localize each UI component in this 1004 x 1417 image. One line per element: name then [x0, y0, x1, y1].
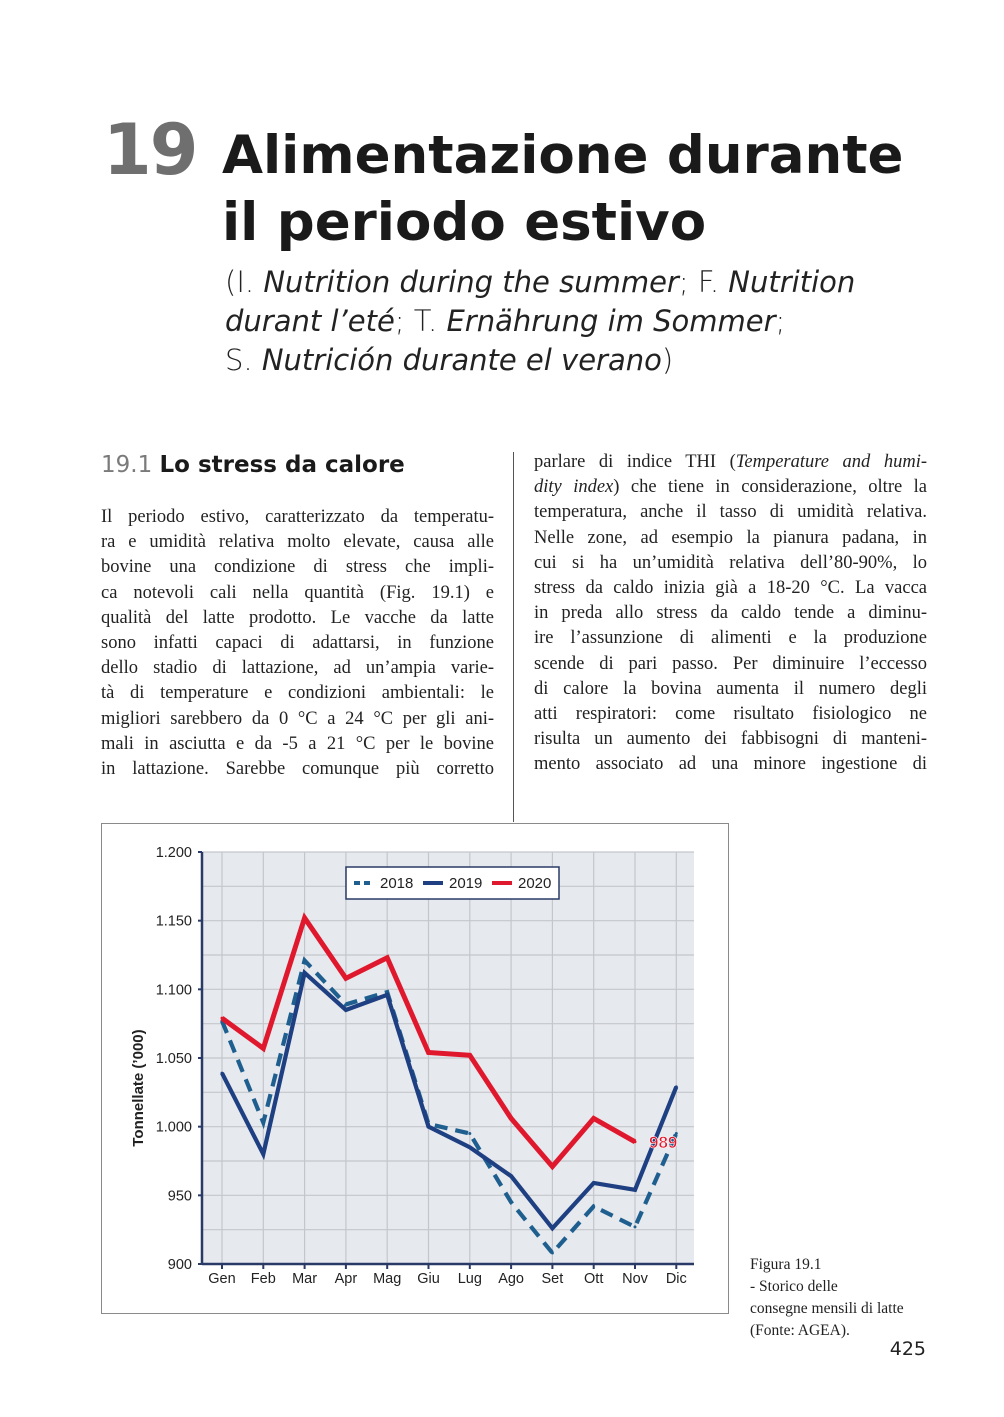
x-tick-label: Apr: [334, 1271, 358, 1287]
data-label-989: 989: [649, 1132, 678, 1152]
text-line: ra e umidità relativa molto elevate, causa alle: [101, 532, 494, 553]
x-tick-label: Gen: [208, 1271, 236, 1287]
data-point-2019: [551, 1227, 554, 1230]
data-point-2019: [427, 1125, 430, 1128]
text-line: scende di pari passo. Per diminuire l’eccesso: [534, 653, 927, 674]
y-axis-label: Tonnellate (’000): [130, 1029, 147, 1147]
translation-italic: Ernährung im Sommer: [446, 304, 776, 338]
data-point-2018: [592, 1205, 595, 1208]
translation-line-3: [225, 341, 945, 380]
caption-line-3: (Fonte: AGEA).: [750, 1322, 850, 1339]
x-tick-label: Dic: [665, 1271, 687, 1287]
text-line: [534, 450, 927, 475]
data-point-2020: [634, 1140, 637, 1143]
chapter-translations: [225, 263, 945, 380]
data-point-2020: [386, 956, 389, 959]
text-line: Il periodo estivo, caratterizzato da temperatu-: [101, 507, 494, 527]
section-title: Lo stress da calore: [159, 452, 405, 478]
text-line: temperatura, anche il tasso di umidità relativa.: [534, 502, 927, 523]
y-tick-label: 1.050: [155, 1051, 192, 1067]
data-point-2018: [468, 1132, 471, 1135]
x-tick-label: Ago: [498, 1271, 525, 1287]
legend-label-2018: 2018: [380, 875, 414, 892]
caption-line-1: [750, 1254, 930, 1298]
left-column-text: [101, 505, 494, 782]
data-point-2019: [510, 1175, 513, 1178]
text-line: qualità del latte prodotto. Le vacche da latte: [101, 607, 494, 628]
chapter-title-line-1: Alimentazione durante: [222, 125, 904, 186]
translation-line-2: [225, 302, 945, 341]
text-line: Nelle zone, ad esempio la pianura padana, in: [534, 527, 927, 548]
caption-line-2: consegne mensili di latte: [750, 1300, 904, 1317]
milk-deliveries-chart: [102, 824, 730, 1315]
translation-italic: durant l’eté: [225, 304, 395, 338]
translation-text: (I.: [225, 265, 264, 299]
translation-text: ;: [775, 304, 786, 338]
data-point-2020: [510, 1117, 513, 1120]
translation-italic: Nutrition: [728, 265, 856, 299]
data-point-2019: [221, 1072, 224, 1075]
text-line: cui si ha un’umidità relativa dell’80-90%, lo: [534, 552, 927, 573]
text-line: atti respiratori: come risultato fisiologico ne: [534, 703, 927, 724]
figure-caption: [750, 1254, 930, 1342]
text-line: di calore la bovina aumenta il numero degli: [534, 678, 927, 699]
data-point-2020: [468, 1054, 471, 1057]
x-tick-label: Set: [541, 1271, 564, 1287]
data-point-2020: [551, 1165, 554, 1168]
x-tick-label: Feb: [250, 1271, 276, 1287]
text-run: parlare di indice THI (: [534, 452, 736, 472]
column-divider: [513, 452, 514, 822]
x-tick-label: Lug: [457, 1271, 482, 1287]
x-tick-label: Mag: [373, 1271, 402, 1287]
x-tick-label: Mar: [292, 1271, 318, 1287]
chapter-title: [222, 122, 982, 256]
data-point-2019: [344, 1008, 347, 1011]
y-tick-label: 950: [167, 1188, 192, 1205]
x-tick-label: Ott: [584, 1271, 604, 1287]
data-point-2020: [592, 1117, 595, 1120]
data-point-2019: [386, 993, 389, 996]
translation-text: ; T.: [394, 304, 447, 338]
data-point-2019: [468, 1146, 471, 1149]
text-line: dello stadio di lattazione, ad un’ampia varie-: [101, 658, 494, 679]
data-point-2019: [634, 1188, 637, 1191]
translation-line-1: [225, 263, 945, 302]
data-point-2018: [551, 1252, 554, 1255]
translation-italic: Nutrición durante el verano: [261, 343, 662, 377]
x-tick-label: Giu: [417, 1271, 440, 1287]
data-point-2020: [344, 977, 347, 980]
data-point-2020: [262, 1047, 265, 1050]
text-italic: Temperature and humi-: [735, 452, 927, 472]
text-line: mento associato ad una minore ingestione di: [534, 754, 927, 775]
text-line: [534, 475, 927, 500]
legend-label-2019: 2019: [449, 875, 483, 892]
text-line: stress da caldo inizia già a 18-20 °C. La vacca: [534, 577, 927, 598]
text-run: ) che tiene in considerazione, oltre la: [613, 477, 927, 498]
data-point-2019: [592, 1181, 595, 1184]
translation-text: ; F.: [678, 265, 729, 299]
y-tick-label: 1.000: [155, 1119, 192, 1136]
text-line: ca notevoli cali nella quantità (Fig. 19.1) e: [101, 582, 494, 603]
text-line: risulta un aumento dei fabbisogni di manteni-: [534, 729, 927, 750]
y-tick-label: 1.100: [155, 982, 192, 999]
translation-text: ): [661, 343, 674, 377]
y-tick-label: 1.150: [155, 913, 192, 930]
text-line: bovine una condizione di stress che impli-: [101, 557, 494, 578]
data-point-2018: [510, 1201, 513, 1204]
text-line: in lattazione. Sarebbe comunque più corretto: [101, 758, 494, 779]
right-column-text: [534, 450, 927, 777]
caption-label: Figura 19.1: [750, 1256, 822, 1273]
y-tick-label: 900: [167, 1257, 192, 1273]
text-line: ire l’assunzione di alimenti e la produzione: [534, 628, 927, 649]
text-line: in preda allo stress da caldo tende a diminu-: [534, 603, 927, 624]
text-line: mali in asciutta e da -5 a 21 °C per le bovine: [101, 733, 494, 754]
chapter-number: 19: [103, 109, 197, 191]
caption-text: - Storico delle: [750, 1278, 838, 1295]
data-point-2020: [303, 916, 306, 919]
figure-19-1: [101, 823, 729, 1314]
chapter-title-line-2: il periodo estivo: [222, 192, 707, 253]
data-point-2020: [427, 1051, 430, 1054]
translation-italic: Nutrition during the summer: [263, 265, 679, 299]
data-point-2018: [634, 1225, 637, 1228]
section-heading: [101, 449, 405, 481]
y-tick-label: 1.200: [155, 845, 192, 861]
legend-label-2020: 2020: [518, 875, 552, 892]
text-line: migliori sarebbero da 0 °C a 24 °C per gli ani-: [101, 708, 494, 729]
text-italic: dity index: [534, 477, 614, 498]
data-point-2018: [262, 1121, 265, 1124]
data-point-2018: [344, 1003, 347, 1006]
page-number: 425: [889, 1338, 926, 1360]
section-number: 19.1: [101, 452, 153, 478]
translation-text: S.: [225, 343, 262, 377]
text-line: tà di temperature e condizioni ambientali: le: [101, 683, 494, 704]
text-line: sono infatti capaci di adattarsi, in funzione: [101, 632, 494, 653]
data-point-2018: [303, 959, 306, 962]
data-point-2020: [221, 1017, 224, 1020]
data-point-2019: [675, 1085, 678, 1088]
data-point-2019: [303, 971, 306, 974]
x-tick-label: Nov: [622, 1271, 648, 1287]
data-point-2019: [262, 1153, 265, 1156]
